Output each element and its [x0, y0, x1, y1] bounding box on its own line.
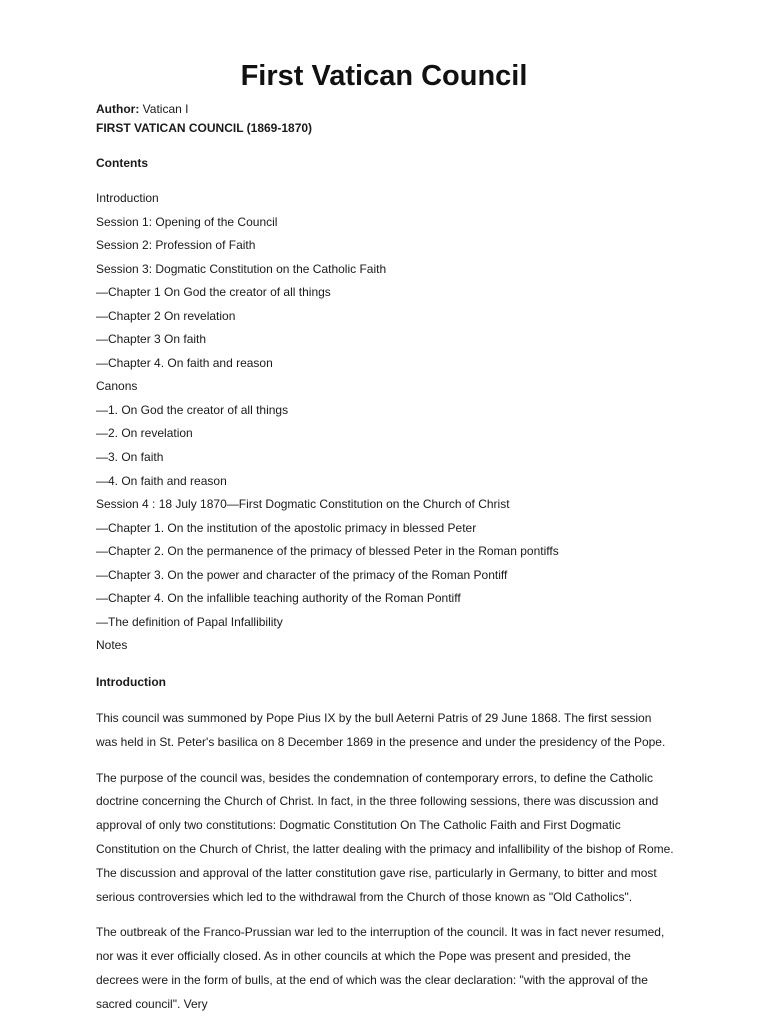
document-subtitle: FIRST VATICAN COUNCIL (1869-1870) [96, 121, 313, 135]
toc-item[interactable]: Canons [96, 379, 138, 394]
toc-item[interactable]: —The definition of Papal Infallibility [96, 614, 283, 629]
author-value: Vatican I [142, 102, 189, 116]
document-title: First Vatican Council [240, 60, 528, 92]
toc-item[interactable]: Session 1: Opening of the Council [96, 214, 278, 229]
toc-item[interactable]: —1. On God the creator of all things [96, 402, 289, 417]
toc-item[interactable]: —Chapter 1. On the institution of the apostolic primacy in blessed Peter [96, 520, 477, 535]
toc-item[interactable]: —Chapter 3 On faith [96, 332, 207, 347]
intro-paragraph: The purpose of the council was, besides the condemnation of contemporary errors, to define the Catholic doctrine concerning the Church of Christ. In fact, in the three following sessions, there was discussion and approval of only two constitutions: Dogmatic Constitution On The Catholic Faith and First Dogmatic Constitution on the Church of Christ, the latter dealing with the primacy and infallibility of the bishop of Rome. The discussion and approval of the latter constitution gave rise, particularly in Germany, to bitter and most serious controversies which led to the withdrawal from the Church of those known as "Old Catholics". [96, 770, 674, 904]
toc-item[interactable]: Session 4 : 18 July 1870—First Dogmatic Constitution on the Church of Christ [96, 497, 510, 512]
toc-item[interactable]: Session 3: Dogmatic Constitution on the Catholic Faith [96, 261, 387, 276]
toc-item[interactable]: Notes [96, 638, 128, 653]
toc-item[interactable]: —2. On revelation [96, 426, 193, 441]
toc-item[interactable]: —Chapter 2 On revelation [96, 308, 236, 323]
intro-paragraph: This council was summoned by Pope Pius IX by the bull Aeterni Patris of 29 June 1868. The first session was held in St. Peter's basilica on 8 December 1869 in the presence and under the presidency of the Pope. [96, 710, 666, 749]
toc-item[interactable]: —4. On faith and reason [96, 473, 227, 488]
toc-item[interactable]: Session 2: Profession of Faith [96, 238, 256, 253]
toc-item[interactable]: —Chapter 3. On the power and character of the primacy of the Roman Pontiff [96, 567, 508, 582]
intro-paragraph: The outbreak of the Franco-Prussian war led to the interruption of the council. It was in fact never resumed, nor was it ever officially closed. As in other councils at which the Pope was present and presided, the decrees were in the form of bulls, at the end of which was the clear declaration: "with the approval of the sacred council". Very [96, 925, 665, 1011]
table-of-contents [96, 187, 676, 658]
author-line [96, 100, 676, 119]
toc-item[interactable]: —Chapter 4. On faith and reason [96, 355, 273, 370]
document-body [96, 100, 676, 1017]
contents-heading: Contents [96, 156, 148, 170]
introduction-heading: Introduction [96, 674, 166, 689]
toc-item[interactable]: —3. On faith [96, 450, 164, 465]
toc-item[interactable]: —Chapter 2. On the permanence of the primacy of blessed Peter in the Roman pontiffs [96, 544, 559, 559]
toc-item[interactable]: —Chapter 1 On God the creator of all things [96, 285, 331, 300]
author-label: Author: [96, 102, 140, 116]
toc-item[interactable]: Introduction [96, 191, 159, 205]
toc-item[interactable]: —Chapter 4. On the infallible teaching authority of the Roman Pontiff [96, 591, 461, 606]
